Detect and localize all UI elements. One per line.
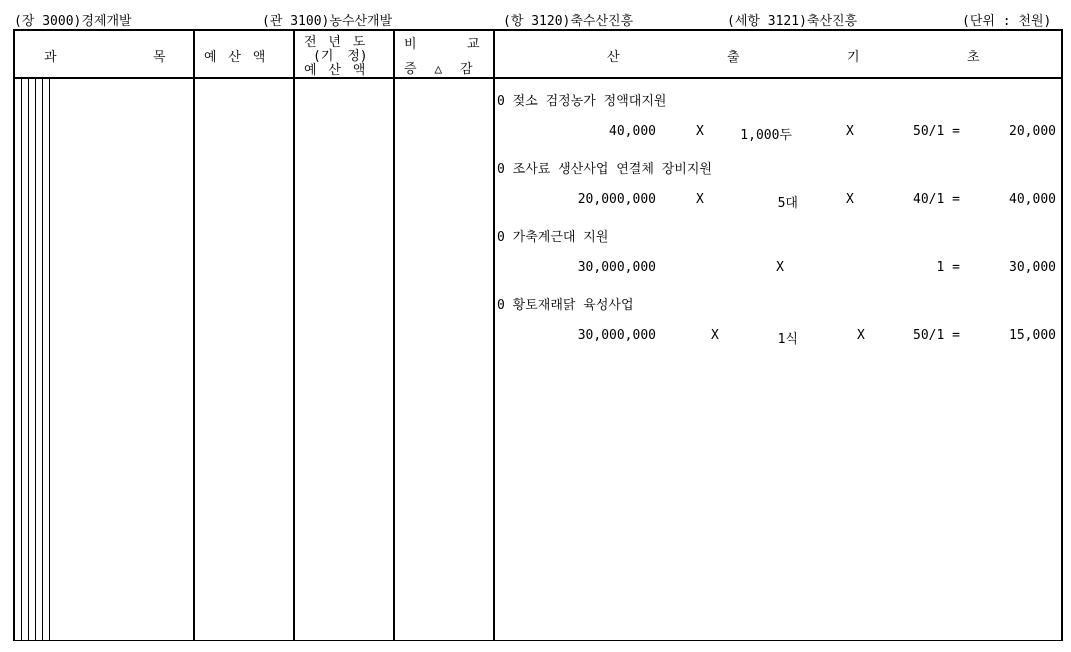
col-prev-line3: 예 산 액 bbox=[304, 63, 366, 78]
col-compare-3: 증 △ 감 bbox=[404, 62, 473, 77]
col-basis-1: 산 bbox=[607, 50, 620, 65]
item-quantity: X bbox=[776, 260, 784, 275]
header-unit: (단위 : 천원) bbox=[962, 14, 1052, 29]
item-times-2: X bbox=[857, 328, 865, 343]
item-times-1: X bbox=[696, 124, 704, 139]
item-title: 0 가축계근대 지원 bbox=[497, 230, 609, 245]
item-title: 0 황토재래닭 육성사업 bbox=[497, 298, 634, 313]
item-unit-price: 20,000,000 bbox=[577, 192, 656, 207]
item-unit-price: 30,000,000 bbox=[577, 260, 656, 275]
item-times-1: X bbox=[696, 192, 704, 207]
table-top-border bbox=[13, 29, 1063, 31]
hierarchy-line-5 bbox=[49, 79, 50, 641]
col-basis-3: 기 bbox=[847, 50, 860, 65]
item-ratio: 1 = bbox=[936, 260, 960, 275]
item-quantity: 1,000두 bbox=[740, 128, 792, 143]
col-divider-compare bbox=[493, 29, 495, 641]
col-divider-budget bbox=[293, 29, 295, 641]
col-prev-line2: (기 정) bbox=[313, 49, 368, 64]
item-ratio: 50/1 = bbox=[913, 124, 960, 139]
col-compare-2: 교 bbox=[467, 37, 480, 52]
header-sehang: (세항 3121)축산진흥 bbox=[727, 14, 858, 29]
item-quantity: 1식 bbox=[777, 332, 798, 347]
header-bottom-border bbox=[13, 77, 1063, 79]
header-jang: (장 3000)경제개발 bbox=[14, 14, 132, 29]
col-divider-gwamok bbox=[193, 29, 195, 641]
header-hang: (항 3120)축수산진흥 bbox=[503, 14, 634, 29]
header-gwan: (관 3100)농수산개발 bbox=[262, 14, 393, 29]
col-budget: 예 산 액 bbox=[204, 50, 266, 65]
col-basis-4: 초 bbox=[967, 50, 980, 65]
item-result: 30,000 bbox=[1009, 260, 1056, 275]
item-quantity: 5대 bbox=[777, 196, 798, 211]
item-result: 15,000 bbox=[1009, 328, 1056, 343]
item-times-2: X bbox=[846, 192, 854, 207]
hierarchy-line-4 bbox=[42, 79, 43, 641]
item-result: 20,000 bbox=[1009, 124, 1056, 139]
col-gwamok-2: 목 bbox=[153, 50, 166, 65]
hierarchy-line-3 bbox=[35, 79, 36, 641]
item-times-2: X bbox=[846, 124, 854, 139]
item-ratio: 40/1 = bbox=[913, 192, 960, 207]
col-prev-line1: 전 년 도 bbox=[304, 35, 366, 50]
table-left-border bbox=[13, 29, 15, 641]
table-bottom-border bbox=[13, 640, 1063, 641]
hierarchy-line-2 bbox=[28, 79, 29, 641]
item-title: 0 젖소 검정농가 정액대지원 bbox=[497, 94, 667, 109]
hierarchy-line-1 bbox=[21, 79, 22, 641]
table-right-border bbox=[1061, 29, 1063, 641]
col-divider-prev bbox=[393, 29, 395, 641]
col-basis-2: 출 bbox=[727, 50, 740, 65]
item-unit-price: 30,000,000 bbox=[577, 328, 656, 343]
item-unit-price: 40,000 bbox=[609, 124, 656, 139]
item-title: 0 조사료 생산사업 연결체 장비지원 bbox=[497, 162, 712, 177]
item-times-1: X bbox=[711, 328, 719, 343]
item-ratio: 50/1 = bbox=[913, 328, 960, 343]
col-gwamok-1: 과 bbox=[44, 50, 57, 65]
col-compare-1: 비 bbox=[404, 37, 417, 52]
item-result: 40,000 bbox=[1009, 192, 1056, 207]
